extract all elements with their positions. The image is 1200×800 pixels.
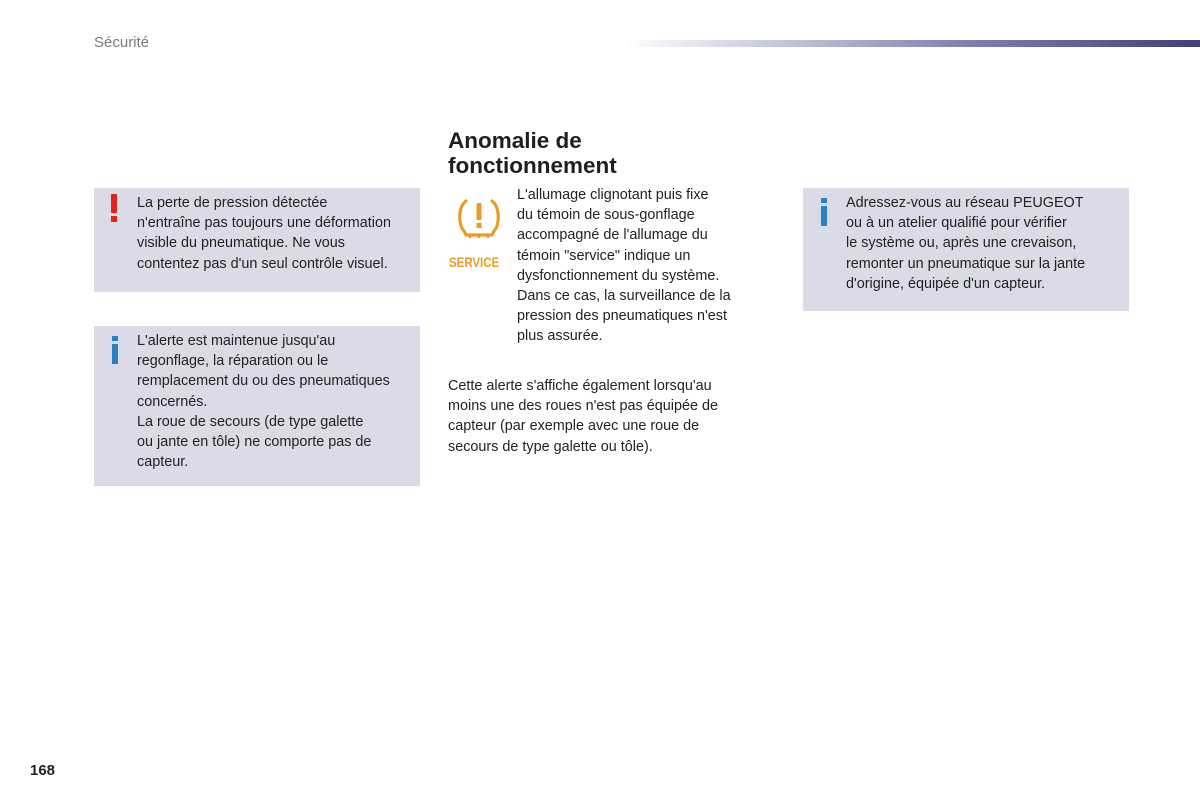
text-line: ou à un atelier qualifié pour vérifier <box>846 215 1067 232</box>
text-line: accompagné de l'allumage du <box>517 227 708 244</box>
text-line: Dans ce cas, la surveillance de la <box>517 288 731 305</box>
heading-line: fonctionnement <box>448 153 617 178</box>
text-line: contentez pas d'un seul contrôle visuel. <box>137 255 388 272</box>
info-note-box-right <box>803 188 1129 311</box>
page-number: 168 <box>30 762 56 779</box>
text-line: remplacement du ou des pneumatiques <box>137 373 390 390</box>
text-line: pression des pneumatiques n'est <box>517 308 727 325</box>
section-title: Sécurité <box>94 34 150 51</box>
service-indicator-label: SERVICE <box>449 254 500 270</box>
warning-note-text <box>137 193 412 274</box>
info-note-text <box>846 193 1121 294</box>
text-line: n'entraîne pas toujours une déformation <box>137 215 391 232</box>
text-line: concernés. <box>137 393 208 410</box>
text-line: capteur. <box>137 454 189 471</box>
text-line: L'alerte est maintenue jusqu'au <box>137 333 336 349</box>
text-line: visible du pneumatique. Ne vous <box>137 235 345 252</box>
info-note-text <box>137 331 412 472</box>
text-line: La perte de pression détectée <box>137 195 328 211</box>
exclamation-icon <box>110 194 118 222</box>
header-gradient-bar <box>624 40 1200 47</box>
text-line: le système ou, après une crevaison, <box>846 235 1077 252</box>
text-line: Adressez-vous au réseau PEUGEOT <box>846 195 1084 211</box>
text-line: du témoin de sous-gonflage <box>517 207 695 224</box>
heading-line: Anomalie de <box>448 128 582 153</box>
text-line: capteur (par exemple avec une roue de <box>448 418 700 435</box>
text-line: dysfonctionnement du système. <box>517 267 720 284</box>
info-icon <box>820 198 828 226</box>
text-line: plus assurée. <box>517 328 603 345</box>
text-line: témoin "service" indique un <box>517 247 691 264</box>
text-line: secours de type galette ou tôle). <box>448 438 653 455</box>
warning-note-box <box>94 188 420 292</box>
info-icon <box>111 336 119 364</box>
info-note-box-left <box>94 326 420 486</box>
text-line: regonflage, la réparation ou le <box>137 353 329 370</box>
malfunction-description <box>517 185 731 347</box>
section-heading <box>448 128 617 178</box>
text-line: La roue de secours (de type galette <box>137 413 364 430</box>
alert-additional-info <box>448 376 718 457</box>
text-line: d'origine, équipée d'un capteur. <box>846 275 1046 292</box>
text-line: Cette alerte s'affiche également lorsqu'au <box>448 378 712 394</box>
text-line: moins une des roues n'est pas équipée de <box>448 398 718 415</box>
text-line: ou jante en tôle) ne comporte pas de <box>137 434 372 451</box>
text-line: L'allumage clignotant puis fixe <box>517 187 709 203</box>
text-line: remonter un pneumatique sur la jante <box>846 255 1086 272</box>
tire-pressure-warning-icon <box>455 195 503 239</box>
